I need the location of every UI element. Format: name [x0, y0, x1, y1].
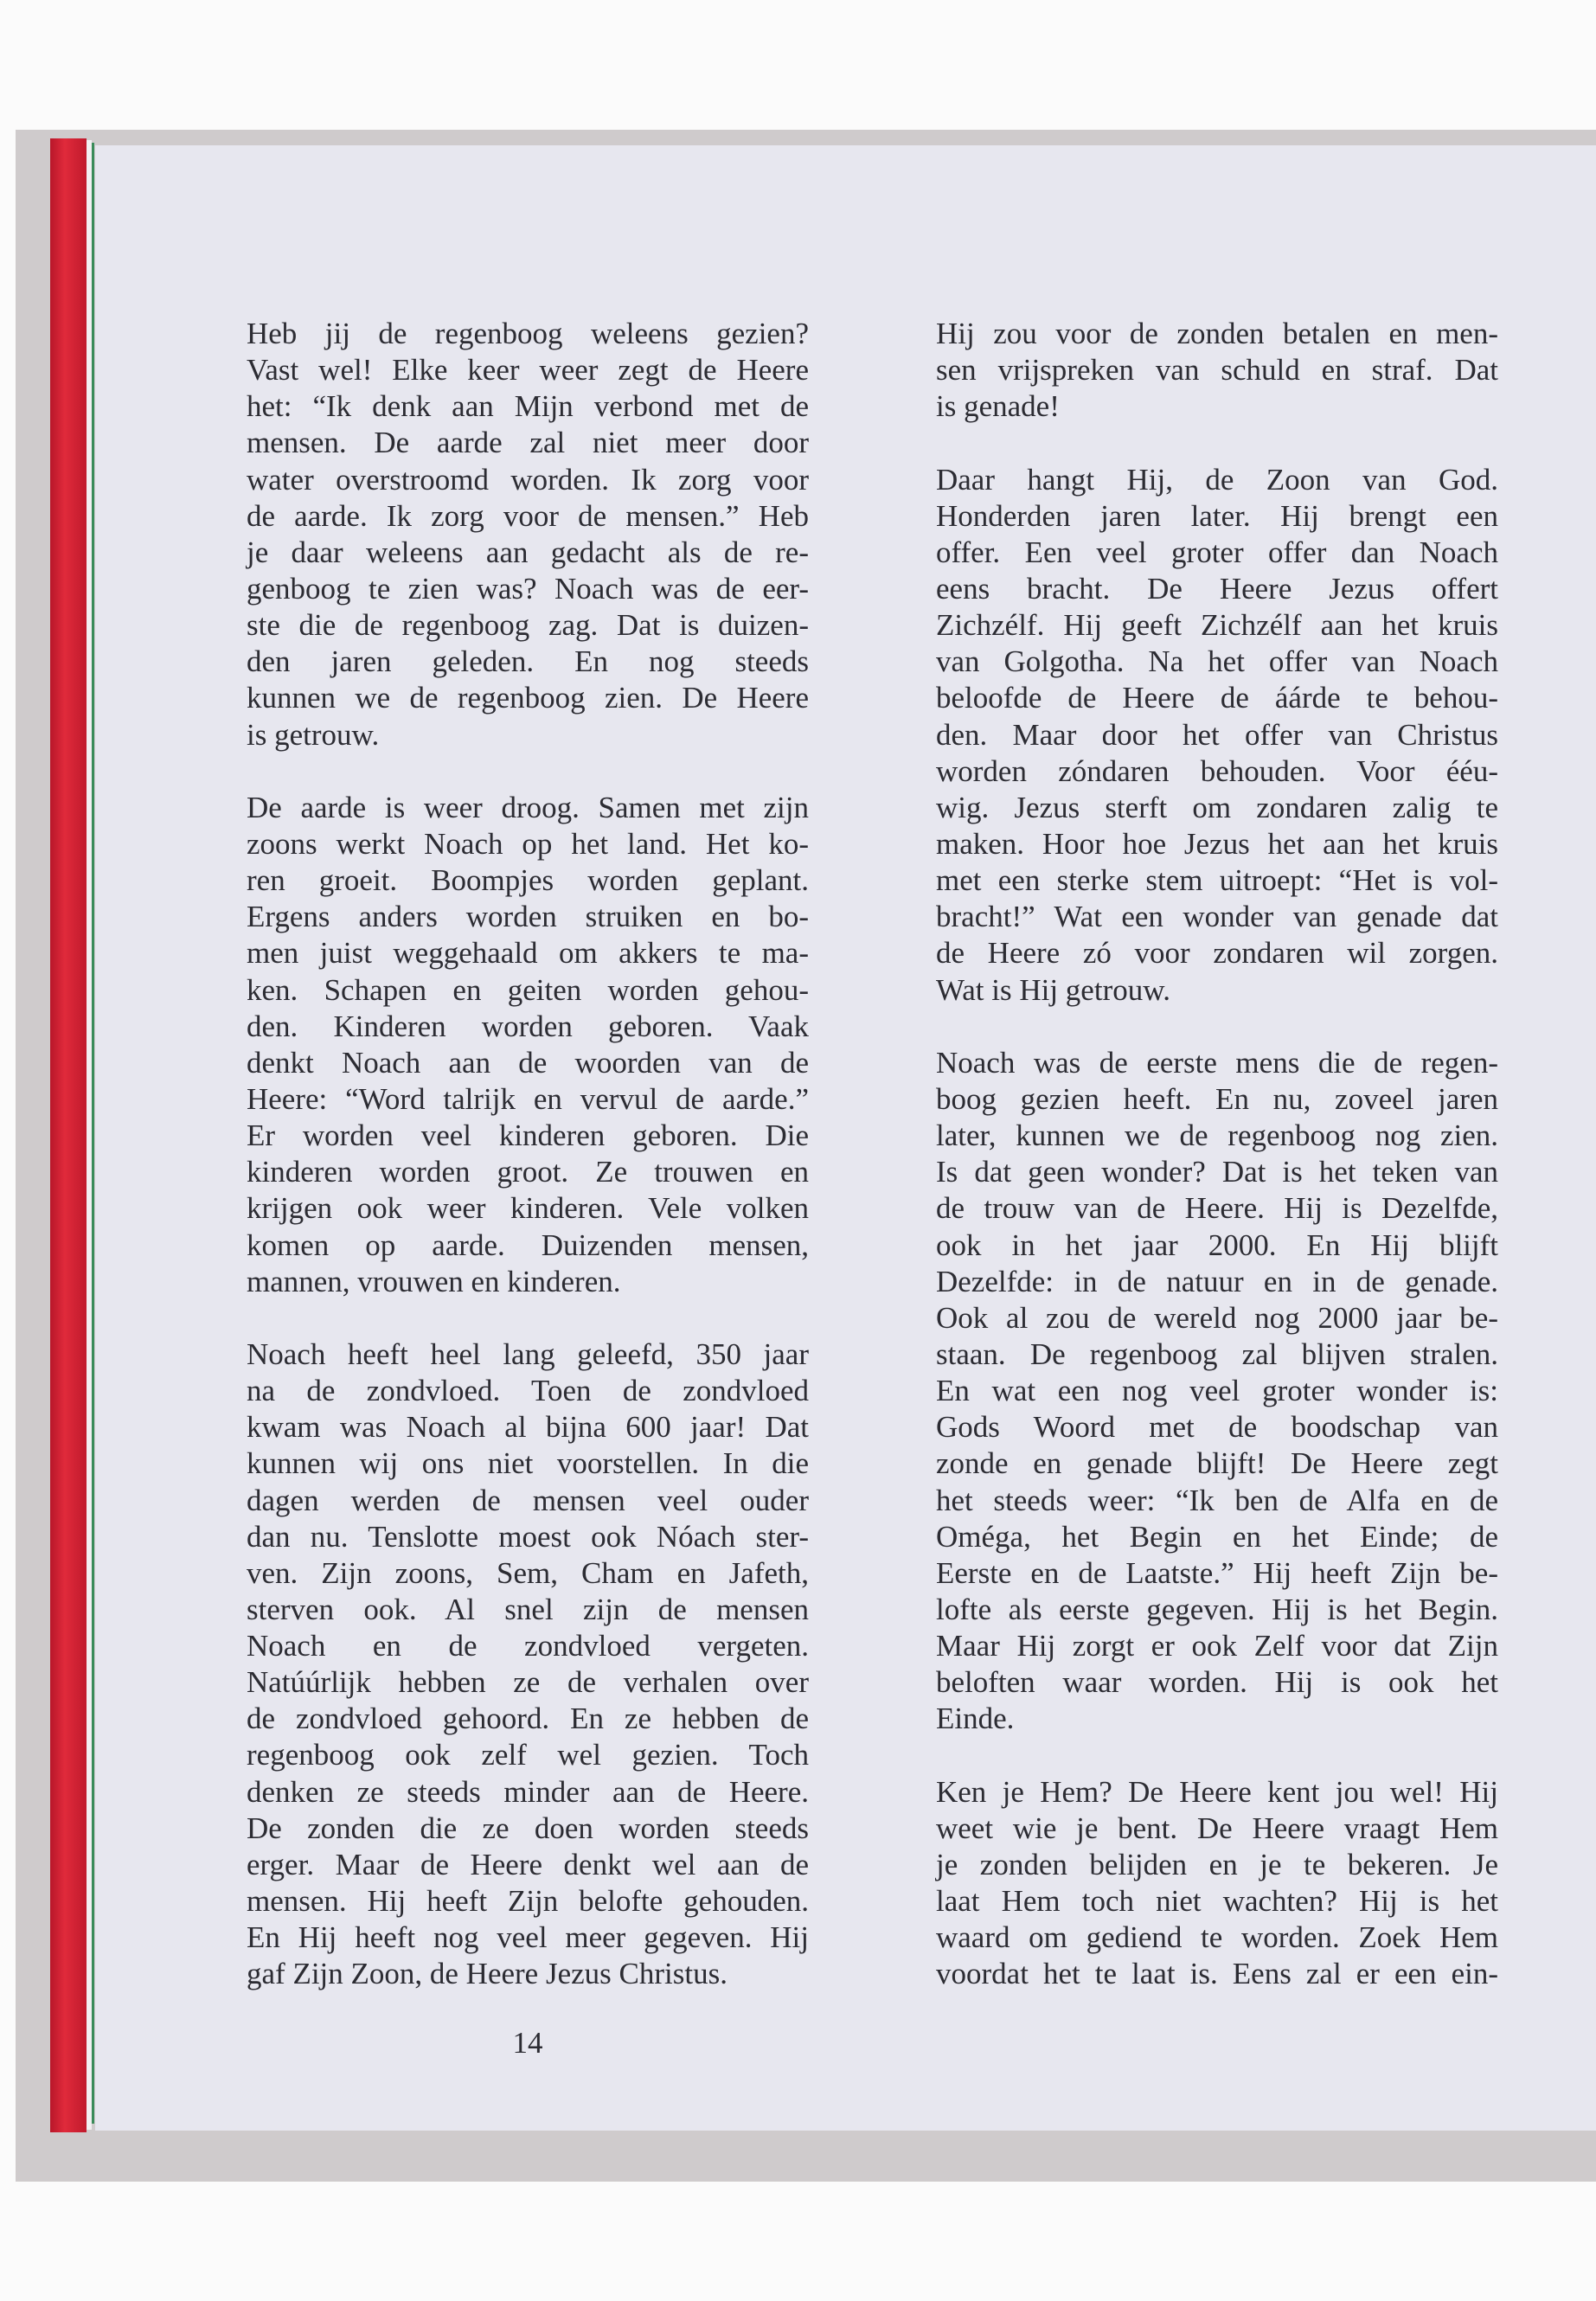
- text-line: regenboog ook zelf wel gezien. Toch: [247, 1738, 809, 1772]
- text-line: Daar hangt Hij, de Zoon van God.: [936, 462, 1498, 497]
- text-line: het: “Ik denk aan Mijn verbond met de: [247, 389, 809, 424]
- text-line: Is dat geen wonder? Dat is het teken van: [936, 1155, 1498, 1189]
- text-line: Noach heeft heel lang geleefd, 350 jaar: [247, 1336, 809, 1371]
- text-line: kunnen we de regenboog zien. De Heere: [247, 681, 809, 715]
- text-line: Ergens anders worden struiken en bo-: [247, 900, 809, 934]
- text-line: kunnen wij ons niet voorstellen. In die: [247, 1446, 809, 1481]
- text-line: waard om gediend te worden. Zoek Hem: [936, 1920, 1498, 1955]
- text-line: Ken je Hem? De Heere kent jou wel! Hij: [936, 1774, 1498, 1809]
- left-text-column: [247, 316, 809, 1992]
- paragraph-gap: [247, 753, 809, 790]
- text-line: boog gezien heeft. En nu, zoveel jaren: [936, 1081, 1498, 1116]
- text-line: dagen werden de mensen veel ouder: [247, 1483, 809, 1517]
- text-line: water overstroomd worden. Ik zorg voor: [247, 462, 809, 497]
- text-line: Oméga, het Begin en het Einde; de: [936, 1519, 1498, 1554]
- text-line: denkt Noach aan de woorden van de: [247, 1045, 809, 1080]
- paragraph-gap: [247, 1300, 809, 1336]
- text-line: ren groeit. Boompjes worden geplant.: [247, 863, 809, 898]
- text-line: na de zondvloed. Toen de zondvloed: [247, 1374, 809, 1408]
- text-line: den jaren geleden. En nog steeds: [247, 644, 809, 679]
- right-text-column: [936, 316, 1498, 1992]
- paragraph: [936, 316, 1498, 425]
- paragraph: [247, 790, 809, 1300]
- text-line: Ook al zou de wereld nog 2000 jaar be-: [936, 1300, 1498, 1335]
- paragraph-gap: [936, 1737, 1498, 1773]
- text-line: beloften waar worden. Hij is ook het: [936, 1665, 1498, 1700]
- text-line: komen op aarde. Duizenden mensen,: [247, 1227, 809, 1262]
- text-line: de aarde. Ik zorg voor de mensen.” Heb: [247, 498, 809, 533]
- text-line: laat Hem toch niet wachten? Hij is het: [936, 1884, 1498, 1919]
- text-line: mensen. Hij heeft Zijn belofte gehouden.: [247, 1884, 809, 1919]
- text-line: beloofde de Heere de áárde te behou-: [936, 681, 1498, 715]
- text-line: den. Kinderen worden geboren. Vaak: [247, 1009, 809, 1043]
- text-line: ook in het jaar 2000. En Hij blijft: [936, 1227, 1498, 1262]
- paragraph-gap: [936, 1009, 1498, 1045]
- page-number: 14: [512, 2026, 543, 2060]
- text-line: lofte als eerste gegeven. Hij is het Begin.: [936, 1592, 1498, 1626]
- text-line: eens bracht. De Heere Jezus offert: [936, 571, 1498, 606]
- text-line: Zichzélf. Hij geeft Zichzélf aan het kruis: [936, 608, 1498, 643]
- page-edge-line: [92, 143, 94, 2124]
- paragraph: [936, 1774, 1498, 1993]
- text-line: Wat is Hij getrouw.: [936, 972, 1170, 1007]
- text-line: De aarde is weer droog. Samen met zijn: [247, 790, 809, 824]
- text-line: sterven ook. Al snel zijn de mensen: [247, 1592, 809, 1626]
- text-line: weet wie je bent. De Heere vraagt Hem: [936, 1811, 1498, 1845]
- text-line: zonde en genade blijft! De Heere zegt: [936, 1446, 1498, 1481]
- text-line: maken. Hoor hoe Jezus het aan het kruis: [936, 826, 1498, 861]
- text-line: erger. Maar de Heere denkt wel aan de: [247, 1847, 809, 1881]
- text-line: je daar weleens aan gedacht als de re-: [247, 535, 809, 569]
- text-line: Noach en de zondvloed vergeten.: [247, 1629, 809, 1663]
- paragraph: [247, 1336, 809, 1993]
- text-line: de Heere zó voor zondaren wil zorgen.: [936, 936, 1498, 971]
- text-line: De zonden die ze doen worden steeds: [247, 1811, 809, 1845]
- text-line: voordat het te laat is. Eens zal er een ein-: [936, 1957, 1498, 1991]
- text-line: Natúúrlijk hebben ze de verhalen over: [247, 1665, 809, 1700]
- text-line: ken. Schapen en geiten worden gehou-: [247, 972, 809, 1007]
- text-line: wig. Jezus sterft om zondaren zalig te: [936, 790, 1498, 824]
- paragraph: [247, 316, 809, 753]
- paragraph: [936, 462, 1498, 1009]
- text-line: de zondvloed gehoord. En ze hebben de: [247, 1702, 809, 1736]
- text-line: mensen. De aarde zal niet meer door: [247, 426, 809, 460]
- text-line: kinderen worden groot. Ze trouwen en: [247, 1155, 809, 1189]
- text-line: Heb jij de regenboog weleens gezien?: [247, 317, 809, 350]
- text-line: staan. De regenboog zal blijven stralen.: [936, 1336, 1498, 1371]
- text-line: Dezelfde: in de natuur en in de genade.: [936, 1264, 1498, 1298]
- text-line: krijgen ook weer kinderen. Vele volken: [247, 1191, 809, 1226]
- text-line: Maar Hij zorgt er ook Zelf voor dat Zijn: [936, 1629, 1498, 1663]
- text-line: is genade!: [936, 389, 1060, 424]
- text-line: zoons werkt Noach op het land. Het ko-: [247, 826, 809, 861]
- text-line: ste die de regenboog zag. Dat is duizen-: [247, 608, 809, 643]
- text-line: Heere: “Word talrijk en vervul de aarde.”: [247, 1081, 809, 1116]
- text-line: men juist weggehaald om akkers te ma-: [247, 936, 809, 971]
- text-line: je zonden belijden en je te bekeren. Je: [936, 1847, 1498, 1881]
- text-line: Vast wel! Elke keer weer zegt de Heere: [247, 353, 809, 388]
- text-line: de trouw van de Heere. Hij is Dezelfde,: [936, 1191, 1498, 1226]
- paragraph: [936, 1045, 1498, 1738]
- text-line: En wat een nog veel groter wonder is:: [936, 1374, 1498, 1408]
- text-line: genboog te zien was? Noach was de eer-: [247, 571, 809, 606]
- text-line: Er worden veel kinderen geboren. Die: [247, 1118, 809, 1153]
- text-line: Gods Woord met de boodschap van: [936, 1410, 1498, 1445]
- text-line: van Golgotha. Na het offer van Noach: [936, 644, 1498, 679]
- text-line: gaf Zijn Zoon, de Heere Jezus Christus.: [247, 1957, 727, 1991]
- text-line: sen vrijspreken van schuld en straf. Dat: [936, 353, 1498, 388]
- text-line: Noach was de eerste mens die de regen-: [936, 1045, 1498, 1080]
- text-line: is getrouw.: [247, 717, 380, 752]
- text-line: worden zóndaren behouden. Voor ééu-: [936, 753, 1498, 788]
- text-line: het steeds weer: “Ik ben de Alfa en de: [936, 1483, 1498, 1517]
- text-line: denken ze steeds minder aan de Heere.: [247, 1774, 809, 1809]
- text-line: dan nu. Tenslotte moest ook Nóach ster-: [247, 1519, 809, 1554]
- text-line: Honderden jaren later. Hij brengt een: [936, 498, 1498, 533]
- text-line: Einde.: [936, 1702, 1015, 1736]
- text-line: met een sterke stem uitroept: “Het is vol-: [936, 863, 1498, 898]
- text-line: offer. Een veel groter offer dan Noach: [936, 535, 1498, 569]
- text-line: mannen, vrouwen en kinderen.: [247, 1264, 621, 1298]
- text-line: later, kunnen we de regenboog nog zien.: [936, 1118, 1498, 1153]
- paragraph-gap: [936, 425, 1498, 461]
- text-line: den. Maar door het offer van Christus: [936, 717, 1498, 752]
- text-line: ven. Zijn zoons, Sem, Cham en Jafeth,: [247, 1555, 809, 1590]
- text-line: Eerste en de Laatste.” Hij heeft Zijn be-: [936, 1555, 1498, 1590]
- text-line: Hij zou voor de zonden betalen en men-: [936, 317, 1498, 350]
- text-line: kwam was Noach al bijna 600 jaar! Dat: [247, 1410, 809, 1445]
- text-line: bracht!” Wat een wonder van genade dat: [936, 900, 1498, 934]
- ribbon-edge: [50, 138, 87, 2132]
- text-line: En Hij heeft nog veel meer gegeven. Hij: [247, 1920, 809, 1955]
